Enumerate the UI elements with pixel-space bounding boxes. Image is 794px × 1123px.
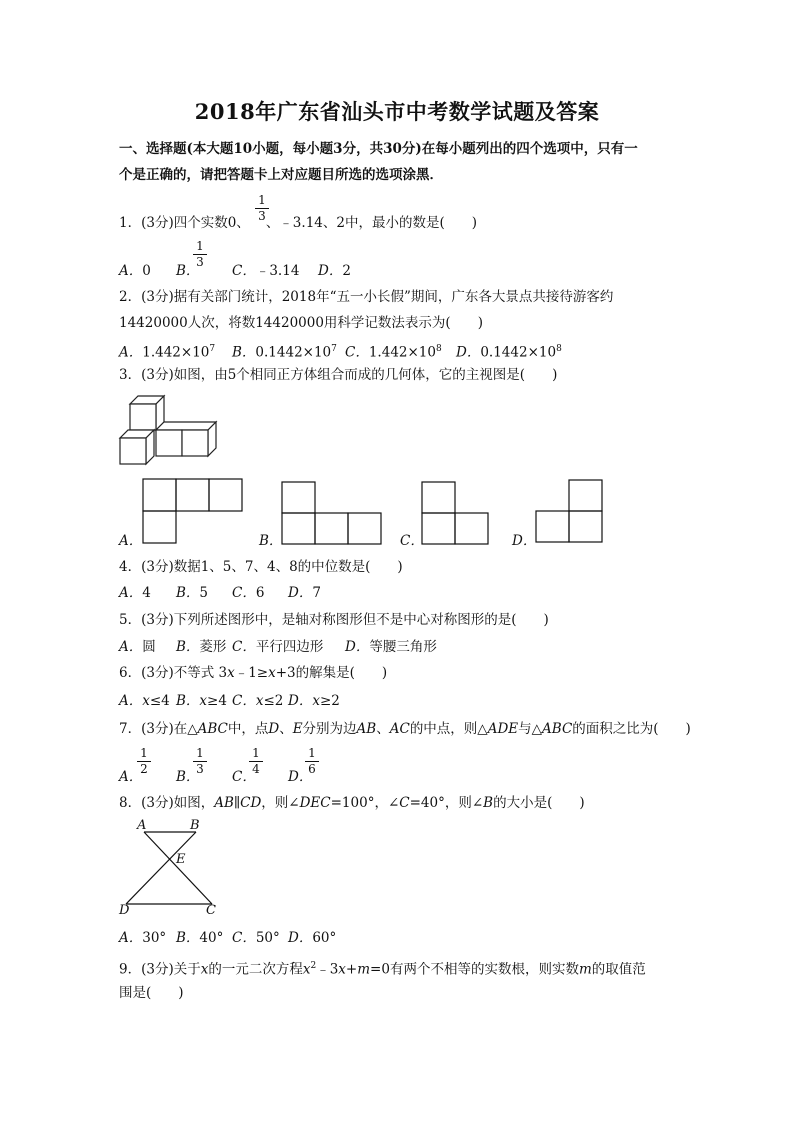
- q5-stem: 5．(3分)下列所述图形中，是轴对称图形但不是中心对称图形的是( ): [119, 612, 549, 628]
- q3-option-b-figure: [281, 481, 383, 545]
- q4-option-b: B．5: [176, 585, 209, 601]
- q7-stem: 7．(3分)在△ABC中，点D、E分别为边AB、AC的中点，则△ADE与△ABC的面积之比为( ): [119, 721, 691, 737]
- q2-option-b: B．$0.1442\times 10^7$: [232, 344, 337, 361]
- q3-option-c-label: C．: [400, 533, 424, 549]
- q8-option-b: B．40°: [176, 930, 224, 946]
- q4-option-a: A．4: [119, 585, 151, 601]
- q2-option-c: C．$1.442\times 10^8$: [345, 344, 442, 361]
- q2-stem-line1: 2．(3分)据有关部门统计，2018年“五一小长假”期间，广东各大景点共接待游客约: [119, 289, 614, 305]
- q1-option-b-fraction: 1 3: [193, 240, 207, 269]
- q1-stem: [119, 214, 477, 232]
- q7-option-a-fraction: 1 2: [137, 747, 151, 776]
- q3-option-a-label: A．: [119, 533, 143, 549]
- section-heading-line1: 一、选择题(本大题10小题，每小题3分，共30分)在每小题列出的四个选项中，只有一: [119, 141, 638, 157]
- q7-option-b-fraction: 1 3: [193, 747, 207, 776]
- q5-option-a: A．圆: [119, 639, 156, 655]
- q4-option-c: C．6: [232, 585, 265, 601]
- q8-option-d: D．60°: [288, 930, 337, 946]
- q6-option-a: A．x≤4: [119, 693, 170, 709]
- q8-stem: 8．(3分)如图，AB∥CD，则∠DEC=100°，∠C=40°，则∠B的大小是( ): [119, 795, 585, 811]
- q1-option-c: C．﹣3.14: [232, 263, 300, 279]
- q8-label-d: D: [119, 903, 130, 918]
- q3-option-a-figure: [142, 478, 244, 544]
- q3-option-c-figure: [421, 481, 490, 545]
- q1-frac-num: 1: [258, 193, 266, 207]
- q3-solid-figure: [118, 392, 228, 470]
- q3-stem: 3．(3分)如图，由5个相同正方体组合而成的几何体，它的主视图是( ): [119, 367, 558, 383]
- q7-option-d-fraction: 1 6: [305, 747, 319, 776]
- q7-option-b-label: B．: [176, 769, 200, 785]
- q9-stem-line2: 围是( ): [119, 985, 184, 1001]
- q7-option-c-fraction: 1 4: [249, 747, 263, 776]
- q6-stem: 6．(3分)不等式 3x﹣1≥x+3的解集是( ): [119, 665, 388, 681]
- section-heading-line2: 个是正确的，请把答题卡上对应题目所选的选项涂黑．: [119, 167, 443, 183]
- q4-stem: 4．(3分)数据1、5、7、4、8的中位数是( ): [119, 559, 403, 575]
- q1-option-b: B．: [176, 263, 200, 279]
- q7-option-c-label: C．: [232, 769, 256, 785]
- q8-option-a: A．30°: [119, 930, 167, 946]
- q1-option-d: D．2: [318, 263, 351, 279]
- q2-option-d: D．$0.1442\times 10^8$: [456, 344, 562, 361]
- q1-option-a: A．0: [119, 263, 151, 279]
- q5-option-b: B．菱形: [176, 639, 227, 655]
- q2-stem-line2: 14420000人次，将数14420000用科学记数法表示为( ): [119, 315, 483, 331]
- q7-option-a-label: A．: [119, 769, 143, 785]
- q3-option-b-label: B．: [259, 533, 283, 549]
- q6-option-b: B．x≥4: [176, 693, 227, 709]
- q1-stem-fraction: [255, 194, 269, 223]
- q3-option-d-label: D．: [512, 533, 537, 549]
- q6-option-c: C．x≤2: [232, 693, 284, 709]
- q1-stem-a: 1．(3分)四个实数0、: [119, 215, 250, 231]
- q6-option-d: D．x≥2: [288, 693, 340, 709]
- q4-option-d: D．7: [288, 585, 321, 601]
- q7-option-d-label: D．: [288, 769, 313, 785]
- q1-frac-den: 3: [258, 209, 266, 223]
- q8-label-b: B: [190, 818, 200, 833]
- q8-label-c: C: [206, 903, 216, 918]
- q8-option-c: C．50°: [232, 930, 280, 946]
- page-title: 2018年广东省汕头市中考数学试题及答案: [194, 99, 600, 124]
- q8-label-a: A: [137, 818, 147, 833]
- q8-label-e: E: [176, 852, 186, 867]
- q5-option-c: C．平行四边形: [232, 639, 324, 655]
- q2-option-a: A．$1.442\times 10^7$: [119, 344, 216, 361]
- q9-stem-line1: 9．(3分)关于x的一元二次方程$x^2﹣3x+m=0$有两个不相等的实数根，则实数m的取值范: [119, 961, 646, 978]
- q5-option-d: D．等腰三角形: [345, 639, 437, 655]
- q3-option-d-figure: [535, 479, 604, 543]
- q1-stem-b: 、﹣3.14、2中，最小的数是( ): [265, 215, 477, 231]
